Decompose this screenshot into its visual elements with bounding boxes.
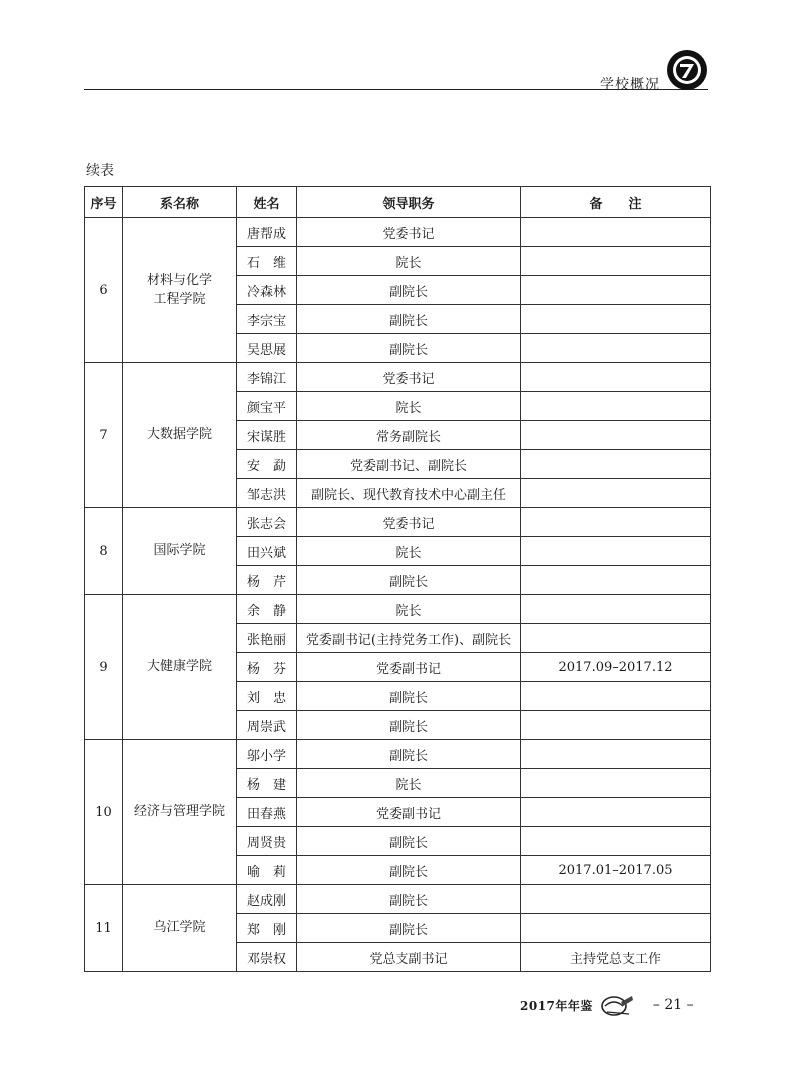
table-continued-label: 续表 (86, 163, 114, 179)
person-name-cell: 邓崇权 (237, 943, 297, 972)
page-footer (520, 990, 694, 1020)
serial-number-cell: 7 (85, 363, 123, 508)
serial-number-cell: 6 (85, 218, 123, 363)
leadership-title-cell: 副院长 (297, 711, 521, 740)
remark-cell (521, 537, 711, 566)
leadership-title-cell: 院长 (297, 537, 521, 566)
leadership-title-cell: 副院长 (297, 740, 521, 769)
leadership-title-cell: 副院长 (297, 682, 521, 711)
person-name-cell: 田春燕 (237, 798, 297, 827)
remark-cell (521, 247, 711, 276)
leadership-title-cell: 副院长 (297, 305, 521, 334)
table-row (85, 363, 711, 392)
person-name-cell: 李宗宝 (237, 305, 297, 334)
person-name-cell: 杨 芬 (237, 653, 297, 682)
table-body (85, 218, 711, 972)
department-cell: 材料与化学 工程学院 (123, 218, 237, 363)
table-row (85, 885, 711, 914)
leadership-title-cell: 党委副书记 (297, 798, 521, 827)
person-name-cell: 刘 忠 (237, 682, 297, 711)
remark-cell (521, 566, 711, 595)
person-name-cell: 余 静 (237, 595, 297, 624)
yearbook-emblem-icon (599, 992, 635, 1018)
person-name-cell: 赵成刚 (237, 885, 297, 914)
table-row (85, 740, 711, 769)
person-name-cell: 张艳丽 (237, 624, 297, 653)
table-row (85, 595, 711, 624)
remark-cell (521, 624, 711, 653)
remark-cell (521, 276, 711, 305)
university-logo (666, 49, 708, 91)
remark-cell: 主持党总支工作 (521, 943, 711, 972)
person-name-cell: 周贤贵 (237, 827, 297, 856)
department-cell: 经济与管理学院 (123, 740, 237, 885)
serial-number-cell: 8 (85, 508, 123, 595)
remark-cell (521, 682, 711, 711)
leadership-title-cell: 院长 (297, 392, 521, 421)
col-header-remark: 备 注 (521, 187, 711, 218)
leadership-title-cell: 院长 (297, 595, 521, 624)
person-name-cell: 吴思展 (237, 334, 297, 363)
leadership-title-cell: 副院长 (297, 914, 521, 943)
person-name-cell: 郑 刚 (237, 914, 297, 943)
remark-cell (521, 421, 711, 450)
department-cell: 国际学院 (123, 508, 237, 595)
leadership-title-cell: 党委书记 (297, 218, 521, 247)
remark-cell (521, 914, 711, 943)
remark-cell (521, 334, 711, 363)
col-header-title: 领导职务 (297, 187, 521, 218)
leadership-title-cell: 副院长 (297, 334, 521, 363)
leadership-title-cell: 党委书记 (297, 508, 521, 537)
person-name-cell: 邹志洪 (237, 479, 297, 508)
footer-yearbook: 2017年年鉴 (520, 998, 593, 1013)
remark-cell (521, 827, 711, 856)
leadership-title-cell: 副院长 (297, 827, 521, 856)
leadership-title-cell: 常务副院长 (297, 421, 521, 450)
leadership-title-cell: 副院长 (297, 885, 521, 914)
leadership-table (84, 186, 711, 972)
department-cell: 乌江学院 (123, 885, 237, 972)
person-name-cell: 邬小学 (237, 740, 297, 769)
remark-cell (521, 218, 711, 247)
person-name-cell: 唐帮成 (237, 218, 297, 247)
leadership-title-cell: 院长 (297, 769, 521, 798)
person-name-cell: 冷森林 (237, 276, 297, 305)
serial-number-cell: 11 (85, 885, 123, 972)
table-row (85, 218, 711, 247)
person-name-cell: 石 维 (237, 247, 297, 276)
leadership-title-cell: 副院长、现代教育技术中心副主任 (297, 479, 521, 508)
remark-cell (521, 885, 711, 914)
serial-number-cell: 10 (85, 740, 123, 885)
person-name-cell: 杨 芹 (237, 566, 297, 595)
remark-cell: 2017.09–2017.12 (521, 653, 711, 682)
person-name-cell: 安 勐 (237, 450, 297, 479)
department-cell: 大健康学院 (123, 595, 237, 740)
remark-cell (521, 595, 711, 624)
leadership-title-cell: 党委副书记(主持党务工作)、副院长 (297, 624, 521, 653)
person-name-cell: 宋谋胜 (237, 421, 297, 450)
serial-number-cell: 9 (85, 595, 123, 740)
leadership-title-cell: 副院长 (297, 566, 521, 595)
table-header-row (85, 187, 711, 218)
remark-cell (521, 392, 711, 421)
remark-cell (521, 508, 711, 537)
leadership-title-cell: 党委副书记、副院长 (297, 450, 521, 479)
leadership-title-cell: 副院长 (297, 856, 521, 885)
leadership-title-cell: 院长 (297, 247, 521, 276)
leadership-title-cell: 党总支副书记 (297, 943, 521, 972)
remark-cell (521, 711, 711, 740)
col-header-name: 姓名 (237, 187, 297, 218)
person-name-cell: 李锦江 (237, 363, 297, 392)
remark-cell (521, 363, 711, 392)
person-name-cell: 喻 莉 (237, 856, 297, 885)
leadership-title-cell: 副院长 (297, 276, 521, 305)
remark-cell (521, 479, 711, 508)
person-name-cell: 田兴斌 (237, 537, 297, 566)
leadership-title-cell: 党委书记 (297, 363, 521, 392)
remark-cell: 2017.01–2017.05 (521, 856, 711, 885)
col-header-no: 序号 (85, 187, 123, 218)
remark-cell (521, 740, 711, 769)
remark-cell (521, 798, 711, 827)
remark-cell (521, 450, 711, 479)
person-name-cell: 杨 建 (237, 769, 297, 798)
leadership-title-cell: 党委副书记 (297, 653, 521, 682)
col-header-dept: 系名称 (123, 187, 237, 218)
remark-cell (521, 305, 711, 334)
department-cell: 大数据学院 (123, 363, 237, 508)
person-name-cell: 颜宝平 (237, 392, 297, 421)
section-title: 学校概况 (600, 77, 660, 93)
person-name-cell: 周崇武 (237, 711, 297, 740)
remark-cell (521, 769, 711, 798)
page-number: – 21 – (652, 997, 694, 1013)
table-row (85, 508, 711, 537)
person-name-cell: 张志会 (237, 508, 297, 537)
